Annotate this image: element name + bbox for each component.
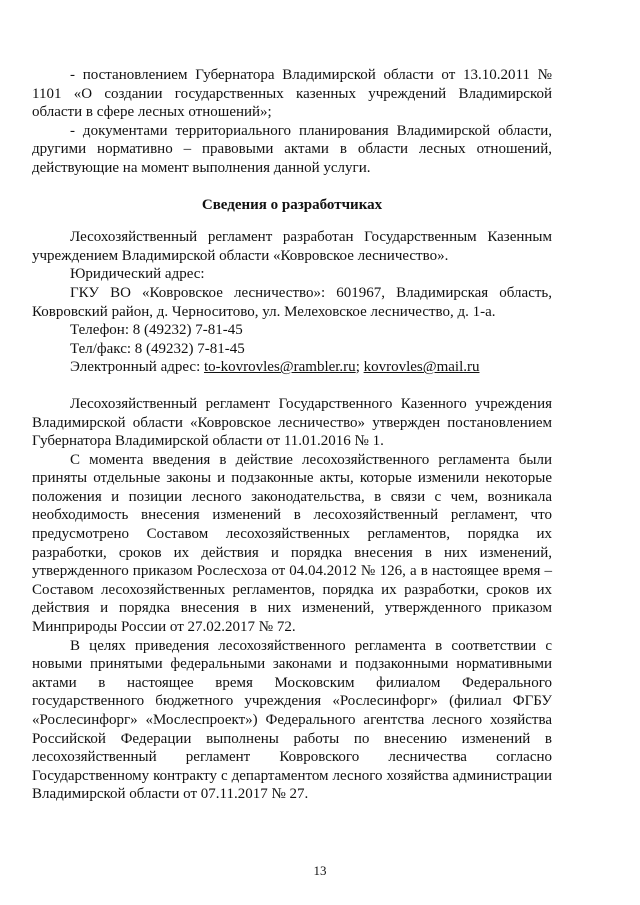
legal-address-label: Юридический адрес:	[70, 266, 205, 283]
paragraph-amendment-work: В целях приведения лесохозяйственного регламента в соответствии с новыми принятыми федеральными законами и подзаконными нормативными актами в настоящее время Московским филиалом Федерального государственного бюджетного учреждения «Рослесинфорг» (филиал ФГБУ «Рослесинфорг» «Мослеспроект») Федерального агентства лесного хозяйства Российской Федерации выполнены работы по внесению изменений в лесохозяйственный регламент Ковровского лесничества согласно Государственному контракту с департаментом лесного хозяйства администрации Владимирской области от 07.11.2017 № 27.	[32, 637, 552, 803]
paragraph-legislation-changes: С момента введения в действие лесохозяйственного регламента были приняты отдельные законы и подзаконные акты, которые изменили некоторые положения и позиции лесного законодательства, в связи с чем, возникала необходимость внесения изменений в лесохозяйственный регламент, что предусмотрено Составом лесохозяйственных регламентов, порядка их разработки, сроков их действия и порядка внесения в них изменений, утвержденного приказом Рослесхоза от 04.04.2012 № 126, а в настоящее время – Составом лесохозяйственных регламентов, порядка их разработки, сроков их действия и порядка внесения в них изменений, утвержденного приказом Минприроды России от 27.02.2017 № 72.	[32, 451, 552, 636]
page-number: 13	[313, 863, 327, 878]
fax-line: Тел/факс: 8 (49232) 7-81-45	[70, 340, 245, 357]
email-separator: ;	[355, 359, 360, 376]
paragraph-planning-docs: - документами территориального планирования Владимирской области, другими нормативно – правовыми актами в области лесных отношений, действующие на момент выполнения данной услуги.	[32, 122, 552, 176]
legal-address: ГКУ ВО «Ковровское лесничество»: 601967, Владимирская область, Ковровский район, д. Черноситово, ул. Мелеховское лесничество, д. 1-а.	[32, 284, 552, 320]
paragraph-decree: - постановлением Губернатора Владимирской области от 13.10.2011 № 1101 «О создании государственных казенных учреждений Владимирской области в сфере лесных отношений»;	[32, 67, 552, 121]
spacer	[32, 377, 552, 395]
document-body	[32, 66, 552, 804]
email-label: Электронный адрес:	[70, 359, 201, 376]
section-heading: Сведения о разработчиках	[201, 196, 383, 213]
phone-line: Телефон: 8 (49232) 7-81-45	[70, 322, 243, 339]
developer-intro: Лесохозяйственный регламент разработан Государственным Казенным учреждением Владимирской области «Ковровское лесничество».	[32, 229, 552, 264]
email-link-mail[interactable]: kovrovles@mail.ru	[363, 359, 480, 376]
email-link-rambler[interactable]: to-kovrovles@rambler.ru	[203, 359, 356, 376]
email-line	[32, 358, 552, 377]
paragraph-approval: Лесохозяйственный регламент Государственного Казенного учреждения Владимирской области «Ковровское лесничество» утвержден постановлением Губернатора Владимирской области от 11.01.2016 № 1.	[32, 395, 552, 450]
